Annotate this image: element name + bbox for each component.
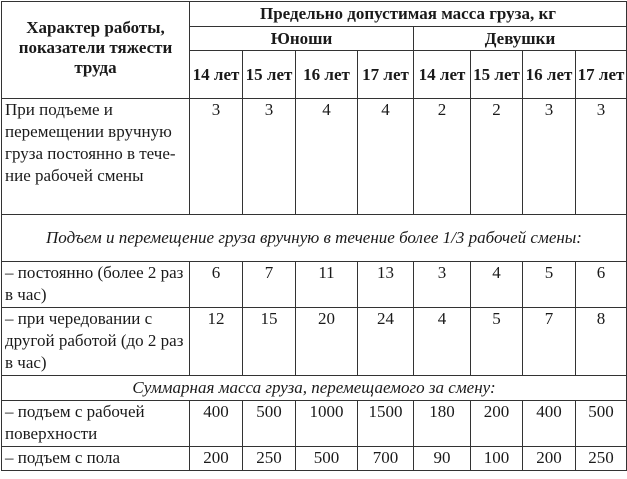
girls-header: Девушки xyxy=(414,27,627,51)
cell-value: 250 xyxy=(576,447,627,471)
cell-value: 200 xyxy=(471,401,523,447)
cell-value: 8 xyxy=(576,308,627,376)
cell-value: 12 xyxy=(190,308,243,376)
cell-value: 1000 xyxy=(296,401,358,447)
age-header: 16 лет xyxy=(296,51,358,99)
cell-value: 3 xyxy=(576,99,627,215)
row-label: – подъем с пола xyxy=(2,447,190,471)
table-row xyxy=(2,401,627,447)
age-header: 16 лет xyxy=(523,51,576,99)
cell-value: 11 xyxy=(296,262,358,308)
cell-value: 20 xyxy=(296,308,358,376)
cell-value: 3 xyxy=(243,99,296,215)
cell-value: 24 xyxy=(358,308,414,376)
cell-value: 7 xyxy=(243,262,296,308)
cell-value: 200 xyxy=(190,447,243,471)
age-header: 15 лет xyxy=(471,51,523,99)
cell-value: 13 xyxy=(358,262,414,308)
cell-value: 180 xyxy=(414,401,471,447)
cell-value: 7 xyxy=(523,308,576,376)
age-header: 14 лет xyxy=(190,51,243,99)
cell-value: 3 xyxy=(414,262,471,308)
cell-value: 3 xyxy=(190,99,243,215)
age-header: 17 лет xyxy=(576,51,627,99)
age-header: 15 лет xyxy=(243,51,296,99)
row-label: – подъем с рабочей поверхности xyxy=(2,401,190,447)
row-label: – постоянно (более 2 раз в час) xyxy=(2,262,190,308)
cell-value: 500 xyxy=(296,447,358,471)
cell-value: 250 xyxy=(243,447,296,471)
row-label: – при чередовании с другой работой (до 2 раз в час) xyxy=(2,308,190,376)
table-row xyxy=(2,447,627,471)
section-row xyxy=(2,215,627,262)
cell-value: 2 xyxy=(414,99,471,215)
section-row xyxy=(2,376,627,401)
cell-value: 5 xyxy=(471,308,523,376)
boys-header: Юноши xyxy=(190,27,414,51)
cell-value: 400 xyxy=(190,401,243,447)
cell-value: 5 xyxy=(523,262,576,308)
cell-value: 4 xyxy=(471,262,523,308)
cell-value: 400 xyxy=(523,401,576,447)
section-title: Подъем и перемещение груза вручную в течение более 1/3 рабочей смены: xyxy=(2,215,627,262)
cell-value: 200 xyxy=(523,447,576,471)
cell-value: 500 xyxy=(576,401,627,447)
cell-value: 700 xyxy=(358,447,414,471)
table-row xyxy=(2,262,627,308)
cell-value: 15 xyxy=(243,308,296,376)
section-title: Суммарная масса груза, перемещаемого за смену: xyxy=(2,376,627,401)
cell-value: 1500 xyxy=(358,401,414,447)
age-header: 14 лет xyxy=(414,51,471,99)
cell-value: 100 xyxy=(471,447,523,471)
cell-value: 90 xyxy=(414,447,471,471)
max-load-header: Предельно допустимая масса груза, кг xyxy=(190,2,627,27)
cell-value: 4 xyxy=(414,308,471,376)
table-row xyxy=(2,308,627,376)
load-limits-table xyxy=(1,1,627,471)
cell-value: 3 xyxy=(523,99,576,215)
characteristic-header: Характер работы, показатели тяжести труда xyxy=(2,2,190,99)
cell-value: 6 xyxy=(576,262,627,308)
cell-value: 4 xyxy=(296,99,358,215)
row-label: При подъеме и перемещении вручную груза постоянно в тече-ние рабочей смены xyxy=(2,99,190,215)
cell-value: 2 xyxy=(471,99,523,215)
cell-value: 4 xyxy=(358,99,414,215)
table-row xyxy=(2,99,627,215)
age-header: 17 лет xyxy=(358,51,414,99)
cell-value: 500 xyxy=(243,401,296,447)
cell-value: 6 xyxy=(190,262,243,308)
